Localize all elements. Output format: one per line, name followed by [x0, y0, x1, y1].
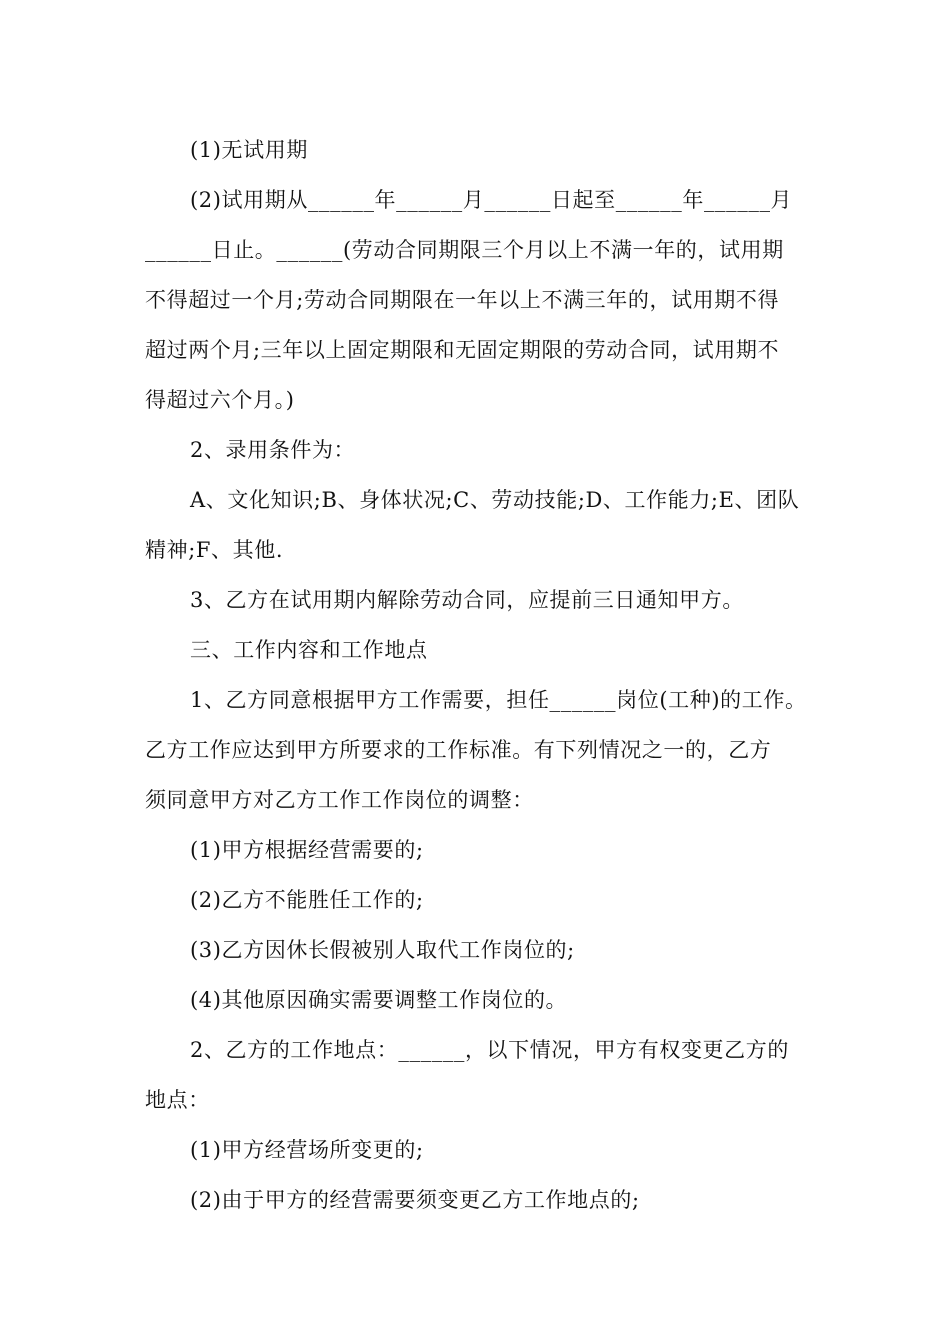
paragraph-line-5: 超过两个月;三年以上固定期限和无固定期限的劳动合同，试用期不: [145, 338, 780, 362]
paragraph-line-6: 得超过六个月。): [145, 388, 295, 412]
paragraph-line-18: (4)其他原因确实需要调整工作岗位的。: [190, 988, 568, 1012]
paragraph-line-2: (2)试用期从______年______月______日起至______年______月: [190, 188, 793, 212]
section-heading-work-content: 三、工作内容和工作地点: [190, 638, 428, 662]
paragraph-line-19: 2、乙方的工作地点：______，以下情况，甲方有权变更乙方的: [190, 1038, 789, 1062]
paragraph-line-17: (3)乙方因休长假被别人取代工作岗位的;: [190, 938, 575, 962]
paragraph-line-14: 须同意甲方对乙方工作工作岗位的调整：: [145, 788, 534, 812]
paragraph-line-10: 3、乙方在试用期内解除劳动合同，应提前三日通知甲方。: [190, 588, 744, 612]
paragraph-line-8: A、文化知识;B、身体状况;C、劳动技能;D、工作能力;E、团队: [190, 488, 800, 512]
paragraph-line-3: ______日止。______(劳动合同期限三个月以上不满一年的，试用期: [145, 238, 784, 262]
paragraph-line-22: (2)由于甲方的经营需要须变更乙方工作地点的;: [190, 1188, 640, 1212]
paragraph-line-13: 乙方工作应达到甲方所要求的工作标准。有下列情况之一的，乙方: [145, 738, 772, 762]
paragraph-line-16: (2)乙方不能胜任工作的;: [190, 888, 424, 912]
paragraph-line-21: (1)甲方经营场所变更的;: [190, 1138, 424, 1162]
paragraph-line-9: 精神;F、其他.: [145, 538, 284, 562]
paragraph-line-1: (1)无试用期: [190, 138, 308, 162]
paragraph-line-15: (1)甲方根据经营需要的;: [190, 838, 424, 862]
paragraph-line-12: 1、乙方同意根据甲方工作需要，担任______岗位(工种)的工作。: [190, 688, 807, 712]
paragraph-line-20: 地点：: [145, 1088, 210, 1112]
paragraph-line-4: 不得超过一个月;劳动合同期限在一年以上不满三年的，试用期不得: [145, 288, 780, 312]
paragraph-line-7: 2、录用条件为：: [190, 438, 356, 462]
